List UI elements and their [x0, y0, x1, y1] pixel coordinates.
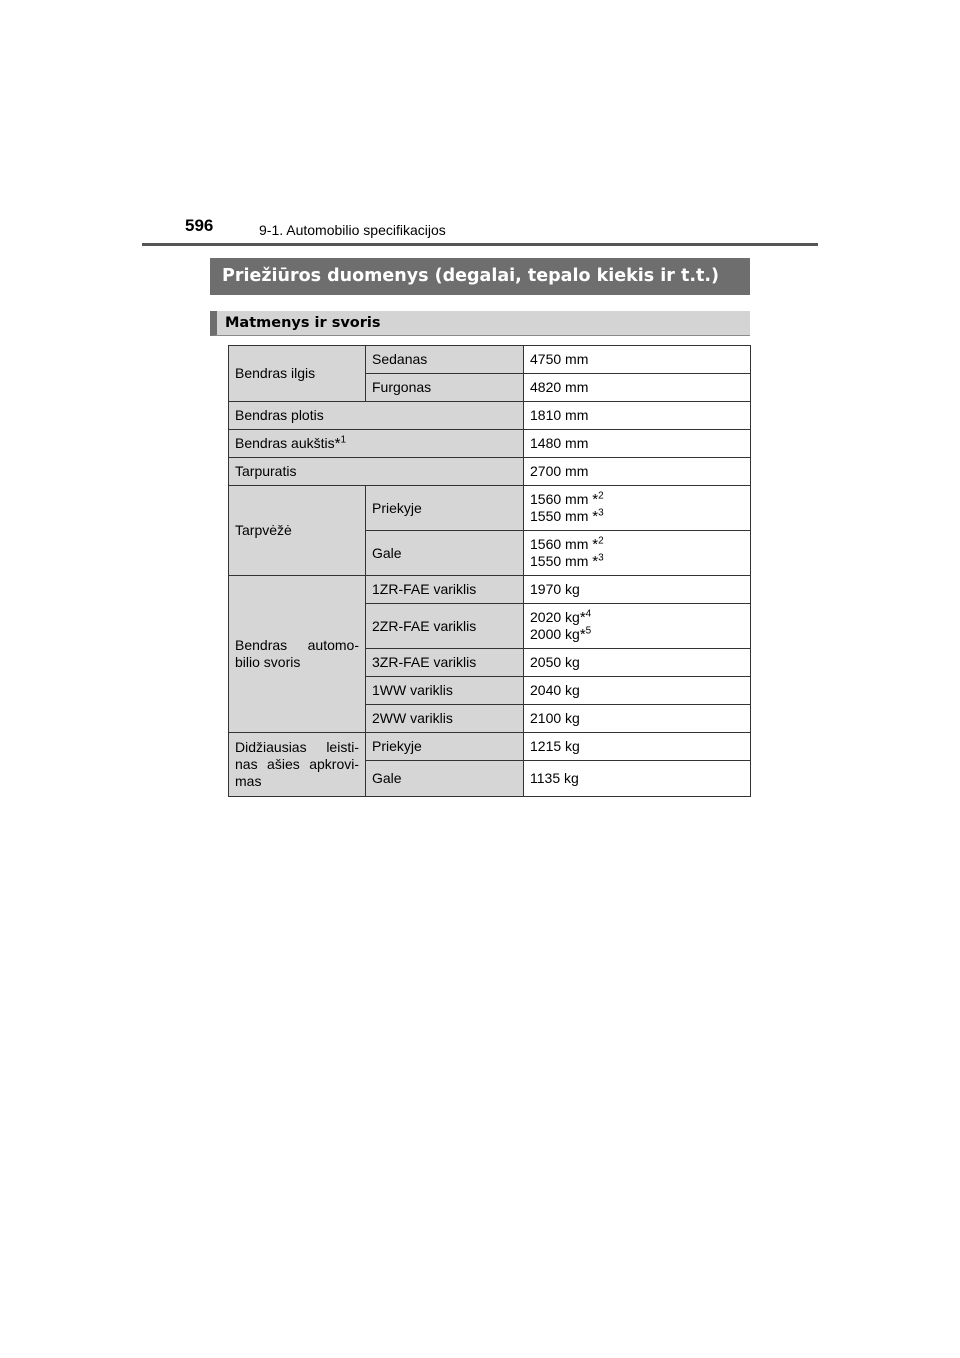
tread-front-value-1: 1560 mm: [530, 491, 589, 507]
tread-label: Tarpvėžė: [229, 486, 366, 576]
table-row: [229, 402, 751, 430]
van-length-value: 4820 mm: [524, 374, 751, 402]
vehicle-weight-label-line: bilio svoris: [235, 654, 301, 670]
overall-height-value: 1480 mm: [524, 430, 751, 458]
sedan-label: Sedanas: [366, 346, 524, 374]
wheelbase-value: 2700 mm: [524, 458, 751, 486]
section-breadcrumb: 9-1. Automobilio specifikacijos: [259, 222, 446, 238]
axle-load-label: [229, 733, 366, 797]
engine-weight-value: 2050 kg: [524, 649, 751, 677]
footnote-star: *: [592, 491, 599, 508]
tread-front-value-2: 1550 mm: [530, 508, 589, 524]
axle-load-label-line: mas: [235, 773, 262, 789]
footnote-star: *: [592, 536, 599, 553]
axle-rear-value: 1135 kg: [524, 761, 751, 797]
engine-label: 1WW variklis: [366, 677, 524, 705]
axle-load-label-line: Didžiausias leisti-: [235, 739, 359, 755]
footnote-number: 3: [598, 507, 604, 519]
footnote-number: 2: [598, 490, 604, 502]
sedan-length-value: 4750 mm: [524, 346, 751, 374]
vehicle-weight-label: [229, 576, 366, 733]
footnote-star: *: [579, 626, 586, 643]
vehicle-weight-label-line: Bendras automo-: [235, 637, 359, 653]
axle-load-label-line: nas ašies apkrovi-: [235, 756, 359, 772]
table-row: [229, 430, 751, 458]
overall-length-label: Bendras ilgis: [229, 346, 366, 402]
tread-rear-value-2: 1550 mm: [530, 553, 589, 569]
tread-rear-value-1: 1560 mm: [530, 536, 589, 552]
footnote-number: 1: [340, 434, 347, 446]
table-row: [229, 733, 751, 761]
van-label: Furgonas: [366, 374, 524, 402]
engine-weight-values: [524, 604, 751, 649]
engine-label: 2WW variklis: [366, 705, 524, 733]
overall-width-label: Bendras plotis: [229, 402, 524, 430]
footnote-star: *: [579, 609, 586, 626]
axle-rear-label: Gale: [366, 761, 524, 797]
engine-weight-value-2: 2000 kg: [530, 626, 580, 642]
footnote-number: 5: [585, 625, 592, 637]
tread-rear-values: [524, 531, 751, 576]
engine-label: 1ZR-FAE variklis: [366, 576, 524, 604]
table-row: [229, 486, 751, 531]
axle-front-value: 1215 kg: [524, 733, 751, 761]
footnote-number: 3: [598, 552, 604, 564]
table-row: [229, 346, 751, 374]
footnote-star: *: [334, 435, 341, 452]
tread-front-values: [524, 486, 751, 531]
engine-label: 2ZR-FAE variklis: [366, 604, 524, 649]
engine-weight-value: 1970 kg: [524, 576, 751, 604]
engine-weight-value: 2040 kg: [524, 677, 751, 705]
overall-width-value: 1810 mm: [524, 402, 751, 430]
tread-front-label: Priekyje: [366, 486, 524, 531]
table-row: [229, 458, 751, 486]
overall-height-label: Bendras aukštis: [235, 435, 335, 451]
dimensions-weights-table: [228, 345, 751, 797]
footnote-star: *: [592, 553, 599, 570]
overall-height-cell: [229, 430, 524, 458]
footnote-number: 2: [598, 535, 604, 547]
axle-front-label: Priekyje: [366, 733, 524, 761]
wheelbase-label: Tarpuratis: [229, 458, 524, 486]
page-title: Priežiūros duomenys (degalai, tepalo kiekis ir t.t.): [210, 258, 750, 295]
table-row: [229, 576, 751, 604]
footnote-number: 4: [585, 608, 592, 620]
engine-label: 3ZR-FAE variklis: [366, 649, 524, 677]
header-divider: [142, 243, 818, 246]
tread-rear-label: Gale: [366, 531, 524, 576]
section-subtitle: Matmenys ir svoris: [210, 311, 750, 336]
footnote-star: *: [592, 508, 599, 525]
engine-weight-value-1: 2020 kg: [530, 609, 580, 625]
page-number: 596: [185, 216, 214, 235]
engine-weight-value: 2100 kg: [524, 705, 751, 733]
